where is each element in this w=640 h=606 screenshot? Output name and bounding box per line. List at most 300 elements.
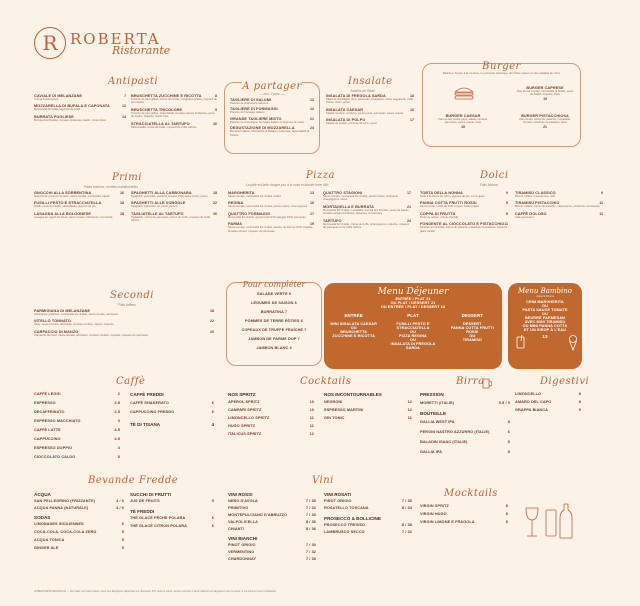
item-name: BURRATINA bbox=[260, 310, 284, 314]
item-price: 2.5 bbox=[114, 410, 120, 414]
item-price: 21 bbox=[310, 116, 314, 121]
primi-title: Primi bbox=[112, 172, 142, 183]
list-item bbox=[131, 94, 217, 105]
list-item bbox=[326, 108, 414, 115]
bevande-fredde-title: Bevande Fredde bbox=[88, 475, 179, 486]
item-price: 7 / 32 bbox=[305, 550, 316, 554]
list-item bbox=[34, 446, 120, 450]
item-name: BURGER CAESAR bbox=[445, 114, 481, 118]
list-item bbox=[34, 506, 124, 510]
list-item bbox=[131, 122, 217, 129]
primi-subtitle: Pâtes fraîches, recettes traditionnelles bbox=[84, 185, 139, 189]
list-item bbox=[420, 212, 508, 219]
item-name: PROSECCO TREVISO bbox=[324, 523, 366, 527]
bevande-col-2 bbox=[130, 492, 214, 532]
list-item bbox=[420, 430, 510, 434]
list-item bbox=[420, 512, 508, 516]
list-item bbox=[420, 440, 510, 444]
a-partager-subtitle: — min. 2 pers. — bbox=[259, 92, 285, 96]
item-price: 26 bbox=[213, 211, 217, 216]
item-price: 8 bbox=[507, 420, 510, 424]
wine-glasses-icon bbox=[520, 500, 582, 547]
dolci-col-2 bbox=[515, 191, 603, 222]
item-price: 19 bbox=[543, 96, 547, 101]
item-price: 6 bbox=[121, 522, 124, 526]
item-price: 3 bbox=[117, 419, 120, 423]
item-price: 11 bbox=[309, 416, 314, 420]
item-price: 8 bbox=[505, 512, 508, 516]
item-name: INSALATA DI FREGOLA SARDA bbox=[326, 94, 386, 98]
item-desc: Spaghetti, palourdes, ail, persil, piment bbox=[131, 205, 178, 209]
dolci-title: Dolci bbox=[480, 170, 509, 181]
list-item bbox=[228, 543, 316, 547]
item-price: 12 bbox=[122, 104, 126, 109]
item-name: REGINA bbox=[228, 201, 244, 206]
item-name: APEROL SPRITZ bbox=[228, 400, 260, 404]
digestivi-title: Digestivi bbox=[540, 376, 590, 387]
list-item bbox=[34, 319, 214, 326]
item-desc: Carpaccio de bœuf, sauce lipicata, artichauts, tomates confites, roquette, copeaux de parmesan bbox=[34, 333, 149, 337]
item-price: 2.5 bbox=[114, 401, 120, 405]
col-item: OU bbox=[410, 330, 416, 334]
item-price: 16 bbox=[213, 121, 217, 126]
burger-icon bbox=[453, 86, 475, 100]
list-item bbox=[433, 114, 493, 129]
item-name: LÉGUMES DE SAISON bbox=[251, 301, 294, 305]
col-item: FUSILLI PESTO E bbox=[396, 322, 430, 326]
caffe-col-2 bbox=[130, 392, 214, 427]
item-price: 22 bbox=[210, 319, 214, 324]
bambino-item: OU bbox=[542, 304, 548, 309]
item-name: BURGER CAPRESE bbox=[526, 86, 564, 90]
item-name: SAN PELLEGRINO (FRIZZANTE) bbox=[34, 499, 96, 503]
item-desc: Tagliatelle, crème de parmesan, crème de truffe, copeaux de truffe fraîche bbox=[131, 215, 211, 223]
item-price: 9 bbox=[578, 408, 581, 412]
menu-dejeuner-line: OU ENTRÉE / PLAT / DESSERT 24 bbox=[380, 305, 446, 309]
list-item bbox=[323, 219, 411, 230]
ice-cream-icon bbox=[568, 335, 578, 356]
item-price: 7 / 30 bbox=[305, 499, 316, 503]
list-item bbox=[515, 408, 581, 412]
list-item bbox=[230, 107, 314, 114]
list-item bbox=[34, 212, 124, 219]
col-head: PLAT bbox=[407, 313, 419, 318]
caffe-title: Caffè bbox=[116, 376, 146, 387]
item-name: BURRATA PUGLIESE bbox=[34, 114, 74, 119]
item-name: CAFFÈ LATTE bbox=[34, 428, 61, 432]
item-name: TAGLIATELLE AL TARTUFO bbox=[131, 211, 184, 216]
item-desc: Burrata des Pouilles, tomates fondantes, basilic, huile d'olive bbox=[34, 118, 107, 122]
vini-rossi-heading: VINI ROSSI bbox=[228, 492, 253, 497]
item-name: THÉ GLACÉ PÊCHE POLARA bbox=[130, 516, 186, 520]
list-item bbox=[34, 455, 120, 459]
item-price: 4 / 6 bbox=[116, 506, 124, 510]
item-name: COPPA DI FRUTTA bbox=[420, 211, 456, 216]
item-price: 4.5 bbox=[114, 437, 120, 441]
item-name: GALLIA WEST IPA bbox=[420, 420, 455, 424]
item-name: BOUTEILLE bbox=[420, 411, 447, 416]
vini-rosati-heading: VINI ROSATI bbox=[324, 492, 352, 497]
vini-col-2 bbox=[324, 492, 412, 537]
item-name: TORTA DELLA NONNA bbox=[420, 191, 463, 195]
item-price: 24 bbox=[407, 218, 411, 223]
item-name: ACQUA bbox=[34, 492, 51, 497]
item-name: ESPRESSO MARTINI bbox=[324, 408, 364, 412]
list-item bbox=[228, 212, 314, 219]
item-name: LIMONADES SICILIENNES bbox=[34, 522, 84, 526]
item-name: MOZZARELLA DI BUFALA E CAPONATA bbox=[34, 104, 110, 109]
list-item bbox=[420, 411, 510, 416]
item-desc: Panna Cotta, coulis de fruits rouges, fruits rouges bbox=[420, 205, 479, 209]
item-name: JUS DE FRUITS bbox=[130, 499, 160, 503]
item-price: 17 bbox=[310, 211, 314, 216]
menu-dejeuner-line: ENTRÉE / PLAT 21 bbox=[395, 297, 431, 301]
item-price: 2 bbox=[117, 392, 120, 396]
col-item: ZUCCHINE E RICOTTA bbox=[332, 334, 375, 338]
list-item bbox=[34, 419, 120, 423]
antipasti-col-1 bbox=[34, 94, 126, 125]
item-desc: Pain au lait, crème de pistache, mortadelle, burrata, pistaches concassées, frites bbox=[519, 118, 571, 125]
item-price: 7 / 30 bbox=[305, 513, 316, 517]
item-price: 12 bbox=[310, 107, 314, 112]
menu-bambino-box bbox=[508, 283, 582, 369]
list-item bbox=[420, 191, 508, 198]
bambino-item: BEURRE PARMESAN bbox=[524, 316, 566, 321]
item-name: CAFFÈ SHAKERATO bbox=[130, 401, 169, 405]
item-price: 12 bbox=[407, 408, 412, 412]
pour-completer-item bbox=[227, 292, 321, 296]
item-price: 22 bbox=[213, 201, 217, 206]
col-item: DESSERT bbox=[462, 322, 482, 326]
item-price: 7 / 30 bbox=[305, 543, 316, 547]
item-name: BRUSCHETTA TRICOLORE bbox=[131, 107, 183, 112]
item-price: 19 bbox=[461, 124, 465, 129]
brand-tagline: Ristorante bbox=[112, 44, 171, 57]
item-name: PRESSION bbox=[420, 392, 444, 397]
item-price: 6 bbox=[211, 516, 214, 520]
item-price: 18 bbox=[410, 94, 414, 98]
item-desc: Burrata Pugliese, Mozzarella di Bufala e Caponata, Stracciatella al Tartufo bbox=[230, 130, 310, 137]
item-desc: Lasagne au ragoût de bœuf, sauce tomate, béchamel, mozzarella bbox=[34, 215, 113, 219]
item-name: JAMBON DE PARME DOP bbox=[248, 337, 297, 341]
col-item: TIRAMISÙ bbox=[462, 338, 482, 342]
birra-list bbox=[420, 392, 510, 460]
item-desc: Planche de charcuterie, fromages italiens et légumes du soleil bbox=[230, 120, 304, 124]
mocktails-list bbox=[420, 504, 508, 528]
item-name: ESPRESSO DOPPIO bbox=[34, 446, 73, 450]
item-name: LIMONCELLO SPRITZ bbox=[228, 416, 270, 420]
item-desc: Tarte à la crème de citron, pignons de pin, sucre glace bbox=[420, 195, 485, 198]
item-name: GINGER ALE bbox=[34, 546, 59, 550]
item-desc: Sauce tomate, mozzarella fior di latte, basilic bbox=[228, 195, 282, 198]
item-price: 6 bbox=[507, 430, 510, 434]
item-price: 14 bbox=[122, 114, 126, 119]
item-price: 8 / 36 bbox=[305, 527, 316, 531]
item-name: CAFFÈ FREDDI bbox=[130, 392, 164, 397]
pizza-col-1 bbox=[228, 191, 314, 236]
item-price: 8 / 34 bbox=[401, 506, 412, 510]
item-desc: Pâtes de Sardaigne, thon, parmesan, courgettes, olives taggiasche, huile d'olive, citron, persil bbox=[326, 98, 414, 105]
col-item: PIZZA REGINA bbox=[399, 334, 427, 338]
item-price: 4 bbox=[211, 422, 214, 427]
bambino-price: 13 bbox=[542, 334, 548, 340]
col-item: BRUSCHETTA bbox=[340, 330, 368, 334]
item-name: TAGLIERE DI FORMAGGI bbox=[230, 107, 278, 112]
item-name: PRIMITIVO bbox=[228, 506, 249, 510]
list-item bbox=[515, 114, 575, 129]
item-price: 8 bbox=[578, 400, 581, 404]
item-price: 4 / 6 bbox=[116, 499, 124, 503]
list-item bbox=[515, 212, 603, 219]
item-price: 9 bbox=[215, 107, 217, 112]
item-name: GRANDE TAGLIERE MISTO bbox=[230, 116, 282, 121]
item-desc: Mozzarella fior di latte, mortadelle, burrata des Pouilles, pesto de basilic, tomates cerises fondantes, pistaches concassées bbox=[323, 208, 410, 216]
item-price: 21 bbox=[543, 124, 547, 129]
item-name: COCA-COLA, COCA-COLA ZERO bbox=[34, 530, 97, 534]
list-item bbox=[324, 400, 412, 404]
col-item: OU bbox=[350, 326, 357, 330]
list-item bbox=[34, 401, 120, 405]
item-name: GNOCCHI ALLA SORRENTINA bbox=[34, 191, 92, 195]
list-item bbox=[420, 222, 508, 233]
item-name: PARMIGIANA DI MELANZANE bbox=[34, 309, 91, 313]
pour-completer-title: Pour compléter bbox=[242, 280, 306, 289]
primi-col-1 bbox=[34, 191, 124, 222]
item-price: 7 bbox=[304, 328, 307, 332]
item-price: 5 bbox=[121, 546, 124, 550]
list-item bbox=[130, 492, 214, 497]
item-desc: Veau, sauce tonnato, artichauts, tomates confites, câpres, roquette bbox=[34, 323, 114, 327]
list-item bbox=[130, 422, 214, 427]
item-name: COPEAUX DE TRUFFE FRAÎCHE bbox=[241, 328, 304, 332]
item-desc: Sauce tomate, mozzarella fior di latte, jambon blanc, artichauts, champignons, olives bbox=[323, 195, 399, 202]
item-price: 17 bbox=[407, 191, 411, 195]
pour-completer-item bbox=[227, 328, 321, 332]
pour-completer-item bbox=[227, 337, 321, 341]
incontournables-heading: NOS INCONTOURNABLES bbox=[324, 392, 382, 397]
list-item bbox=[228, 191, 314, 198]
item-name: LAMBRUSCO SECCO bbox=[324, 530, 365, 534]
list-item bbox=[34, 392, 120, 396]
list-item bbox=[515, 86, 575, 101]
list-item bbox=[515, 191, 603, 198]
item-name: ACQUA TONICA bbox=[34, 538, 65, 542]
item-name: FONDENTE AL CIOCCOLATO E PISTACCHIO bbox=[420, 222, 505, 227]
vini-col-1 bbox=[228, 492, 316, 564]
item-price: 12 bbox=[310, 98, 314, 102]
list-item bbox=[228, 499, 316, 503]
item-price: 10 bbox=[309, 400, 314, 404]
list-item bbox=[34, 201, 124, 208]
antipasti-col-2 bbox=[131, 94, 217, 132]
item-name: MORETTI (ITALIE) bbox=[420, 401, 455, 405]
col-item: STRACCIATELLA bbox=[396, 326, 430, 330]
item-name: BURGER PISTACCHIOSA bbox=[521, 114, 569, 118]
item-price: 11 bbox=[407, 416, 412, 420]
list-item bbox=[34, 94, 126, 101]
item-name: SALADE VERTE bbox=[257, 292, 288, 296]
item-name: STRACCIATELLA AL TARTUFO bbox=[131, 121, 190, 126]
item-name: PERONI NASTRO AZZURRO (ITALIE) bbox=[420, 430, 490, 434]
brand-name: ROBERTA bbox=[70, 30, 161, 48]
item-desc: Planche de charcuterie italienne bbox=[230, 102, 269, 105]
bambino-item: CRIM MARGHERITA bbox=[526, 300, 564, 305]
item-name: VERMENTINO bbox=[228, 550, 255, 554]
item-price: 6 bbox=[294, 301, 297, 305]
antipasti-title: Antipasti bbox=[108, 76, 159, 87]
list-item bbox=[34, 522, 124, 526]
spritz-list bbox=[228, 392, 314, 440]
spritz-heading: NOS SPRITZ bbox=[228, 392, 256, 397]
item-desc: Tranche de pain grillée, crème de ricotta, courgettes grillées, pignons de pin toastés bbox=[131, 98, 217, 105]
list-item bbox=[228, 416, 314, 420]
bambino-item: PASTA SAUCE TOMATE bbox=[522, 308, 568, 313]
list-item bbox=[131, 191, 217, 198]
list-item bbox=[130, 524, 214, 528]
item-price: 9 bbox=[506, 191, 508, 195]
primi-col-2 bbox=[131, 191, 217, 226]
item-price: 5.5 / 9 bbox=[498, 401, 510, 405]
list-item bbox=[324, 523, 412, 527]
item-desc: Salade romaine, croûtons, poulet pané, parmesan, sauce caesar bbox=[326, 111, 404, 115]
item-price: 7 bbox=[124, 94, 126, 98]
insalate-subtitle: Salades de l'Italie bbox=[350, 89, 375, 93]
item-desc: Biscuit cuillère, mascarpone, café bbox=[515, 195, 556, 198]
list-item bbox=[228, 432, 314, 436]
item-desc: Pain au lait, poulet pané, salade romaine, parmesan, sauce caesar, frites bbox=[438, 118, 488, 125]
item-price: 8 bbox=[578, 392, 581, 396]
burger-title: Burger bbox=[482, 61, 521, 72]
item-price: 11 bbox=[504, 222, 508, 227]
item-price: 7 bbox=[297, 337, 300, 341]
list-item bbox=[34, 309, 214, 316]
item-name: VIRGIN SPRITZ bbox=[420, 504, 449, 508]
item-desc: Crema d'aubergines bbox=[34, 98, 59, 101]
cocktails-title: Cocktails bbox=[300, 376, 352, 387]
list-item bbox=[228, 424, 314, 428]
list-item bbox=[34, 410, 120, 414]
item-name: CARPACCIO DI MANZO bbox=[34, 329, 79, 334]
item-desc: Mozzarella fior di latte, crème de truffe, champignons, roquette, copeaux de parmesan et de truffe fraîche bbox=[323, 222, 410, 229]
list-item bbox=[34, 115, 126, 122]
bambino-item: AVEC MINI TIRAMISÙ bbox=[524, 320, 566, 325]
item-price: 5 bbox=[211, 499, 214, 503]
item-desc: Sauce tomate, mozzarella fior di latte, jambon blanc, champignons bbox=[228, 205, 308, 209]
item-name: CIOCCOLATO CALDO bbox=[34, 455, 76, 459]
list-item bbox=[228, 506, 316, 510]
list-item bbox=[230, 126, 314, 137]
list-item bbox=[228, 400, 314, 404]
item-name: GALLIA IPA bbox=[420, 450, 443, 454]
item-name: CAFFÈ LEGGI bbox=[34, 392, 61, 396]
item-desc: Fruits de saison, crème chantilly bbox=[420, 215, 459, 219]
item-price: 9 bbox=[506, 201, 508, 206]
item-name: CAPPUCCINO FREDDO bbox=[130, 410, 175, 414]
item-price: 20 bbox=[210, 329, 214, 334]
caffe-col-1 bbox=[34, 392, 120, 464]
list-item bbox=[228, 527, 316, 531]
list-item bbox=[228, 520, 316, 524]
item-name: POMMES DE TERRE RÔTIES bbox=[245, 319, 300, 323]
birra-title: Birra bbox=[456, 376, 485, 387]
list-item bbox=[228, 557, 316, 561]
list-item bbox=[420, 392, 510, 397]
item-price: 5 bbox=[121, 530, 124, 534]
item-name: DECAFFEINATO bbox=[34, 410, 65, 414]
col-item: OU bbox=[410, 338, 416, 342]
list-item bbox=[131, 212, 217, 223]
list-item bbox=[420, 504, 508, 508]
item-price: 4 bbox=[117, 446, 120, 450]
col-item: OU bbox=[469, 334, 476, 338]
item-name: TÈ FREDDI bbox=[130, 509, 155, 514]
col-head: ENTRÉE bbox=[344, 313, 363, 318]
item-price: 4 bbox=[289, 346, 292, 350]
list-item bbox=[34, 104, 126, 111]
item-name: BRUSCHETTA ZUCCHINE E RICOTTA bbox=[131, 94, 202, 98]
brand-monogram bbox=[34, 27, 66, 59]
list-item bbox=[228, 222, 314, 233]
item-price: 8 bbox=[215, 94, 217, 98]
item-price: 24 bbox=[310, 126, 314, 131]
item-price: 8 bbox=[505, 504, 508, 508]
dolci-subtitle: Faits Maison bbox=[480, 183, 499, 187]
item-desc: Café gourmand bbox=[515, 215, 534, 219]
item-name: QUATTRO STAGIONI bbox=[323, 191, 363, 195]
item-price: 6 bbox=[211, 410, 214, 414]
item-name: LIMONCELLO bbox=[515, 392, 542, 396]
item-price: 5 bbox=[288, 292, 291, 296]
list-item bbox=[230, 117, 314, 124]
list-item bbox=[130, 401, 214, 405]
item-price: 7 bbox=[284, 310, 288, 314]
footer-text: ROBERTARISTORANTE.FR — Nos plats sont faits maison. Liste des allergènes disponible sur demande. Prix nets en euros, service compris. L'abus d'alcool est dangereux pour la santé, à consommer avec modération. bbox=[34, 590, 277, 593]
list-item bbox=[326, 118, 414, 125]
pour-completer-box bbox=[226, 282, 322, 366]
list-item bbox=[131, 108, 217, 119]
item-name: DEGUSTAZIONE DI MOZZARELLA bbox=[230, 126, 295, 131]
list-item bbox=[324, 499, 412, 503]
item-name: AMARO DEL CAPO bbox=[515, 400, 552, 404]
list-item bbox=[420, 450, 510, 454]
menu-bambino-title: Menu Bambino bbox=[518, 287, 572, 295]
item-name: CAFFÈ GOLOSO bbox=[515, 211, 547, 216]
item-price: 8 bbox=[507, 440, 510, 444]
bambino-item: OU MINI PANNA COTTA bbox=[522, 324, 568, 329]
item-price: 11 bbox=[309, 424, 314, 428]
item-price: 8 bbox=[507, 450, 510, 454]
list-item bbox=[130, 509, 214, 514]
item-price: 21 bbox=[407, 204, 411, 209]
list-item bbox=[34, 330, 214, 337]
list-item bbox=[34, 538, 124, 542]
item-name: VIRGIN LIMONE E FRAGOLA bbox=[420, 520, 475, 524]
bevande-col-1 bbox=[34, 492, 124, 554]
col-item: MINI INSALATA CAESAR bbox=[330, 322, 377, 326]
item-price: 11 bbox=[599, 211, 603, 216]
item-price: 11 bbox=[599, 201, 603, 206]
burger-intro: Délicieux burger à la romaine, le paninetto classique, des frites maison et des salades au choix bbox=[442, 71, 561, 75]
item-name: FUSILLI PESTO E STRACCIATELLA bbox=[34, 201, 102, 206]
pizza-col-2 bbox=[323, 191, 411, 232]
item-name: GRAPPA BIANCA bbox=[515, 408, 548, 412]
item-name: PINOT GRIGIO bbox=[228, 543, 256, 547]
list-item bbox=[131, 201, 217, 208]
item-desc: Biscuit cuillère, crème de pistache, mascarpone, pistaches concassées bbox=[515, 205, 600, 209]
list-item bbox=[34, 492, 124, 497]
brand-monogram-letter: R bbox=[42, 31, 58, 55]
mocktails-title: Mocktails bbox=[444, 488, 498, 499]
